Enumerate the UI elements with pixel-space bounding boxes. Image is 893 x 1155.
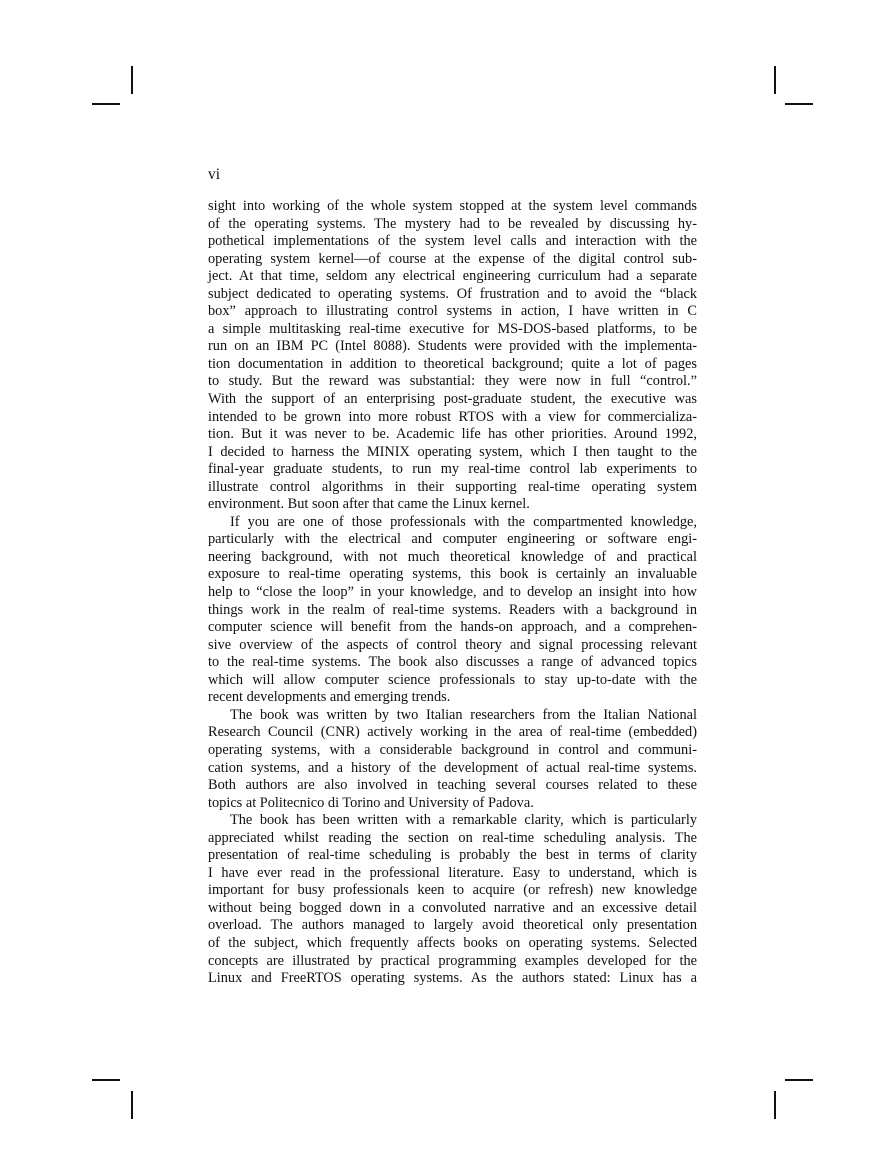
- page-number: vi: [208, 166, 220, 183]
- text-line: operating system kernel—of course at the expense of the digital control sub-: [208, 250, 697, 267]
- text-line: ject. At that time, seldom any electrical engineering curriculum had a separate: [208, 268, 697, 285]
- text-line: computer science will benefit from the hands-on approach, and a comprehen-: [208, 619, 697, 636]
- page-body: [208, 198, 697, 988]
- text-line: without being bogged down in a convoluted narrative and an excessive detail: [208, 899, 697, 916]
- text-line: box” approach to illustrating control systems in action, I have written in C: [208, 303, 697, 320]
- paragraph-continuation: [208, 198, 697, 514]
- text-line: help to “close the loop” in your knowledge, and to develop an insight into how: [208, 584, 697, 601]
- text-line: overload. The authors managed to largely avoid theoretical only presentation: [208, 917, 697, 934]
- text-line: which will allow computer science professionals to stay up-to-date with the: [208, 671, 697, 688]
- text-line: a simple multitasking real-time executive for MS-DOS-based platforms, to be: [208, 320, 697, 337]
- crop-mark-top-right-vertical: [774, 66, 776, 94]
- text-line: Research Council (CNR) actively working in the area of real-time (embedded): [208, 724, 697, 741]
- paragraph-clarity: [208, 812, 697, 987]
- text-line: Both authors are also involved in teaching several courses related to these: [208, 777, 697, 794]
- crop-mark-top-right-horizontal: [785, 103, 813, 105]
- text-line: things work in the realm of real-time systems. Readers with a background in: [208, 601, 697, 618]
- text-line: subject dedicated to operating systems. Of frustration and to avoid the “black: [208, 285, 697, 302]
- text-line: sight into working of the whole system stopped at the system level commands: [208, 198, 697, 214]
- crop-mark-top-left-vertical: [131, 66, 133, 94]
- text-line: With the support of an enterprising post-graduate student, the executive was: [208, 391, 697, 408]
- text-line: appreciated whilst reading the section on real-time scheduling analysis. The: [208, 829, 697, 846]
- text-line: cation systems, and a history of the development of actual real-time systems.: [208, 759, 697, 776]
- text-line: exposure to real-time operating systems, this book is certainly an invaluable: [208, 566, 697, 583]
- text-line: sive overview of the aspects of control theory and signal processing relevant: [208, 636, 697, 653]
- text-line: I decided to harness the MINIX operating system, which I then taught to the: [208, 443, 697, 460]
- text-line: Linux and FreeRTOS operating systems. As the authors stated: Linux has a: [208, 970, 697, 987]
- text-line: If you are one of those professionals with the compartmented knowledge,: [230, 513, 697, 530]
- text-line: operating systems, with a considerable background in control and communi-: [208, 741, 697, 758]
- text-line: final-year graduate students, to run my real-time control lab experiments to: [208, 461, 697, 478]
- text-line: presentation of real-time scheduling is probably the best in terms of clarity: [208, 847, 697, 864]
- text-line: tion documentation in addition to theoretical background; quite a lot of pages: [208, 355, 697, 372]
- paragraph-professionals: [208, 514, 697, 707]
- text-line: The book has been written with a remarkable clarity, which is particularly: [230, 812, 697, 829]
- text-line: to study. But the reward was substantial: they were now in full “control.”: [208, 373, 697, 390]
- text-line: concepts are illustrated by practical programming examples developed for the: [208, 952, 697, 969]
- crop-mark-bottom-right-vertical: [774, 1091, 776, 1119]
- crop-mark-bottom-right-horizontal: [785, 1079, 813, 1081]
- paragraph-authors: [208, 707, 697, 812]
- text-line: The book was written by two Italian researchers from the Italian National: [230, 706, 697, 723]
- text-line: topics at Politecnico di Torino and University of Padova.: [208, 794, 534, 811]
- text-line: run on an IBM PC (Intel 8088). Students were provided with the implementa-: [208, 338, 697, 355]
- crop-mark-top-left-horizontal: [92, 103, 120, 105]
- text-line: of the operating systems. The mystery had to be revealed by discussing hy-: [208, 215, 697, 232]
- text-line: illustrate control algorithms in their supporting real-time operating system: [208, 478, 697, 495]
- text-line: intended to be grown into more robust RTOS with a view for commercializa-: [208, 408, 697, 425]
- text-line: pothetical implementations of the system level calls and interaction with the: [208, 233, 697, 250]
- text-line: tion. But it was never to be. Academic life has other priorities. Around 1992,: [208, 426, 697, 443]
- crop-mark-bottom-left-vertical: [131, 1091, 133, 1119]
- crop-mark-bottom-left-horizontal: [92, 1079, 120, 1081]
- text-line: I have ever read in the professional literature. Easy to understand, which is: [208, 864, 697, 881]
- text-line: recent developments and emerging trends.: [208, 689, 451, 706]
- text-line: of the subject, which frequently affects books on operating systems. Selected: [208, 934, 697, 951]
- text-line: neering background, with not much theoretical knowledge of and practical: [208, 548, 697, 565]
- text-line: important for busy professionals keen to acquire (or refresh) new knowledge: [208, 882, 697, 899]
- text-line: to the real-time systems. The book also discusses a range of advanced topics: [208, 654, 697, 671]
- text-line: particularly with the electrical and computer engineering or software engi-: [208, 531, 697, 548]
- text-line: environment. But soon after that came the Linux kernel.: [208, 496, 530, 513]
